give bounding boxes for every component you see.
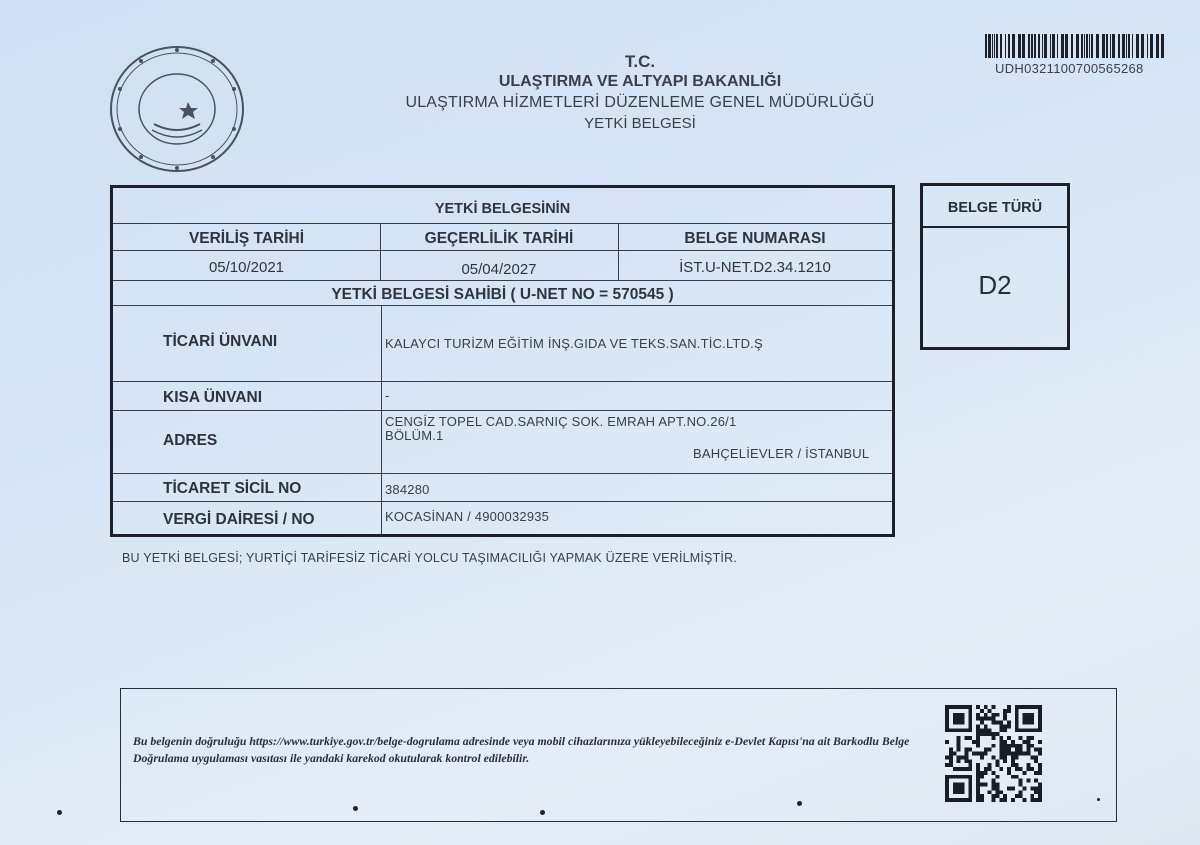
barcode xyxy=(985,34,1165,58)
issue-date-header: VERİLİŞ TARİHİ xyxy=(188,230,305,247)
speck xyxy=(353,806,358,811)
barcode-number: UDH0321100700565268 xyxy=(995,61,1144,76)
tax-office-value: KOCASİNAN / 4900032935 xyxy=(385,509,550,524)
address-label: ADRES xyxy=(163,432,218,449)
verification-text: Bu belgenin doğruluğu https://www.turkiye.gov.tr/belge-dogrulama adresinde veya mobil cihazlarınıza yükleyebileceğiniz e-Devlet Kapısı'na ait Barkodlu Belge Doğrulama uygulaması vasıtası ile yandaki karekod okutularak kontrol edilebilir. xyxy=(133,734,910,765)
document-no-header: BELGE NUMARASI xyxy=(684,230,826,247)
speck xyxy=(797,801,802,806)
owner-title: YETKİ BELGESİ SAHİBİ ( U-NET NO = 570545 ) xyxy=(331,286,674,303)
speck xyxy=(540,810,545,815)
document-type-title: BELGE TÜRÜ xyxy=(947,200,1043,216)
address-line2: BÖLÜM.1 xyxy=(385,428,444,443)
trade-registry-label: TİCARET SİCİL NO xyxy=(163,480,302,497)
tax-office-label: VERGİ DAİRESİ / NO xyxy=(163,511,315,528)
address-line1: CENGİZ TOPEL CAD.SARNIÇ SOK. EMRAH APT.NO.26/1 xyxy=(385,414,737,429)
document-type-box xyxy=(920,183,1070,350)
address-line3: BAHÇELİEVLER / İSTANBUL xyxy=(693,446,870,461)
short-name-value: - xyxy=(385,388,390,403)
header-directorate: ULAŞTIRMA HİZMETLERİ DÜZENLEME GENEL MÜDÜRLÜĞÜ xyxy=(405,94,875,111)
header-doc-title: YETKİ BELGESİ xyxy=(584,115,696,132)
ministry-seal xyxy=(108,44,246,174)
table-title: YETKİ BELGESİNİN xyxy=(434,201,571,217)
qr-code xyxy=(945,705,1042,802)
trade-name-value: KALAYCI TURİZM EĞİTİM İNŞ.GIDA VE TEKS.SAN.TİC.LTD.Ş xyxy=(385,336,763,351)
document-no-value: İST.U-NET.D2.34.1210 xyxy=(679,259,831,276)
trade-name-label: TİCARİ ÜNVANI xyxy=(163,333,278,350)
speck xyxy=(1097,798,1100,801)
issue-date-value: 05/10/2021 xyxy=(208,259,285,276)
trade-registry-value: 384280 xyxy=(385,482,430,497)
header-ministry: ULAŞTIRMA VE ALTYAPI BAKANLIĞI xyxy=(498,73,782,90)
header-tc: T.C. xyxy=(624,52,656,71)
document-type-value: D2 xyxy=(978,270,1012,300)
authorization-note: BU YETKİ BELGESİ; YURTİÇİ TARİFESİZ TİCARİ YOLCU TAŞIMACILIĞI YAPMAK ÜZERE VERİLMİŞTİR. xyxy=(122,551,738,565)
verification-box xyxy=(120,688,1117,822)
valid-date-header: GEÇERLİLİK TARİHİ xyxy=(424,230,574,247)
short-name-label: KISA ÜNVANI xyxy=(163,389,263,406)
valid-date-value: 05/04/2027 xyxy=(461,261,537,278)
document-type-divider xyxy=(923,226,1067,228)
speck xyxy=(57,810,62,815)
authorization-table xyxy=(110,185,895,537)
